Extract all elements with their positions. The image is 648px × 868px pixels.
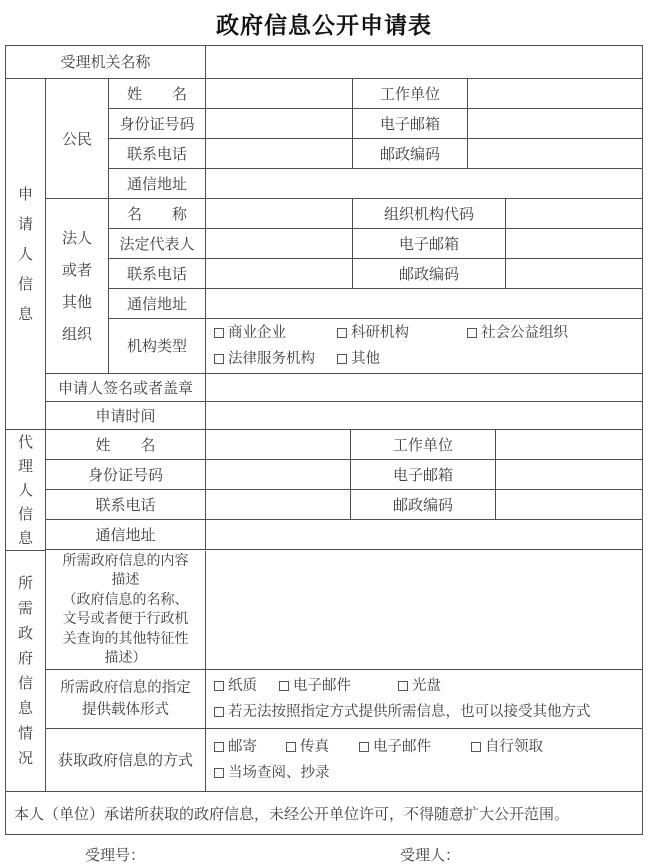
organization-group-label-cell (46, 199, 109, 374)
checkbox-icon[interactable] (214, 707, 224, 717)
pledge-text: 本人（单位）承诺所获取的政府信息，未经公开单位许可，不得随意扩大公开范围。 (14, 804, 570, 823)
field-label-cell: 身份证号码 (109, 109, 206, 139)
table-row (109, 289, 642, 319)
checkbox-option[interactable] (337, 346, 380, 372)
page-title: 政府信息公开申请表 (216, 13, 432, 39)
table-row (109, 199, 642, 229)
field-label-cell: 名 称 (109, 199, 206, 229)
checkbox-icon[interactable] (471, 742, 481, 752)
obtain-method-label: 获取政府信息的方式 (46, 729, 206, 792)
field-label-cell: 邮政编码 (353, 259, 506, 289)
info-request-section-label: 所需政府信息情况 (17, 574, 33, 767)
accepting-authority-value-cell[interactable] (206, 46, 642, 79)
obtain-method-row (46, 729, 642, 792)
field-label-cell: 联系电话 (109, 259, 206, 289)
table-row (109, 109, 642, 139)
table-row (109, 229, 642, 259)
medium-options-line1 (214, 673, 441, 699)
field-value-cell[interactable] (206, 139, 353, 169)
table-row (109, 259, 642, 289)
checkbox-icon[interactable] (214, 742, 224, 752)
field-value-cell[interactable] (206, 199, 353, 229)
checkbox-option-label: 若无法按照指定方式提供所需信息，也可以接受其他方式 (228, 704, 591, 720)
checkbox-option-label: 邮寄 (228, 739, 257, 755)
checkbox-option-label: 社会公益组织 (481, 325, 568, 341)
checkbox-option[interactable] (471, 734, 543, 760)
checkbox-option[interactable] (359, 734, 471, 760)
field-value-cell[interactable] (206, 430, 351, 460)
checkbox-icon[interactable] (214, 681, 224, 691)
info-request-section-label-cell (6, 551, 46, 792)
field-label-cell: 组织机构代码 (353, 199, 506, 229)
field-value-cell[interactable] (206, 520, 642, 550)
field-value-cell[interactable] (206, 259, 353, 289)
obtain-options-line2 (214, 760, 330, 786)
field-value-cell[interactable] (206, 289, 642, 319)
application-date-label: 申请时间 (46, 402, 206, 430)
field-label-cell: 姓 名 (46, 430, 206, 460)
checkbox-icon[interactable] (359, 742, 369, 752)
checkbox-option[interactable] (214, 760, 330, 786)
form-footer (0, 844, 648, 864)
org-type-row (109, 319, 642, 374)
checkbox-icon[interactable] (214, 328, 224, 338)
field-label-cell: 姓 名 (109, 79, 206, 109)
field-label-cell: 法定代表人 (109, 229, 206, 259)
applicant-section-label: 申请人信息 (17, 185, 33, 323)
field-value-cell[interactable] (468, 79, 642, 109)
obtain-options-line1 (214, 734, 543, 760)
applicant-section-label-cell (6, 79, 46, 430)
field-value-cell[interactable] (206, 79, 353, 109)
medium-options-cell (206, 670, 642, 729)
checkbox-icon[interactable] (337, 328, 347, 338)
field-value-cell[interactable] (496, 460, 642, 490)
field-value-cell[interactable] (206, 490, 351, 520)
agent-section-label: 代理人信息 (17, 433, 33, 547)
organization-group-label: 法人或者其他组织 (61, 229, 92, 343)
info-description-label: 所需政府信息的内容 描述 （政府信息的名称、 文号或者便于行政机 关查询的其他特征性 描述） (46, 551, 206, 670)
medium-label: 所需政府信息的指定 提供载体形式 (46, 670, 206, 729)
checkbox-option[interactable] (467, 320, 568, 346)
field-label-cell: 身份证号码 (46, 460, 206, 490)
application-date-value-cell[interactable] (206, 402, 642, 430)
medium-row (46, 670, 642, 729)
table-row (109, 139, 642, 169)
citizen-group (46, 79, 642, 199)
organization-group (46, 199, 642, 374)
field-label-cell: 工作单位 (353, 79, 468, 109)
signature-label: 申请人签名或者盖章 (46, 374, 206, 402)
checkbox-option[interactable] (214, 673, 279, 699)
acceptor-label: 受理人： (400, 846, 461, 864)
agent-section (6, 430, 642, 551)
info-request-section (6, 551, 642, 792)
checkbox-option-label: 自行领取 (485, 739, 543, 755)
info-description-value-cell[interactable] (206, 551, 642, 670)
acceptance-number-label: 受理号： (85, 846, 146, 864)
citizen-group-label: 公民 (61, 130, 92, 148)
field-label-cell: 通信地址 (109, 289, 206, 319)
checkbox-option[interactable] (398, 673, 441, 699)
medium-options-line2 (214, 699, 591, 725)
field-label-cell: 电子邮箱 (353, 229, 506, 259)
checkbox-option-label: 传真 (300, 739, 329, 755)
checkbox-option[interactable] (214, 734, 286, 760)
field-label-cell: 电子邮箱 (351, 460, 496, 490)
field-label-cell: 通信地址 (109, 169, 206, 199)
checkbox-icon[interactable] (467, 328, 477, 338)
field-value-cell[interactable] (506, 199, 642, 229)
checkbox-option[interactable] (337, 320, 467, 346)
checkbox-icon[interactable] (337, 354, 347, 364)
pledge-row (6, 792, 642, 834)
citizen-group-label-cell (46, 79, 109, 199)
table-row (46, 490, 642, 520)
org-type-label: 机构类型 (109, 319, 206, 374)
checkbox-option-label: 光盘 (412, 678, 441, 694)
applicant-section (6, 79, 642, 430)
field-label-cell: 联系电话 (109, 139, 206, 169)
checkbox-icon[interactable] (286, 742, 296, 752)
table-row (46, 430, 642, 460)
checkbox-option-label: 法律服务机构 (228, 351, 315, 367)
org-type-options-line2 (214, 346, 380, 372)
checkbox-option-label: 电子邮件 (373, 739, 431, 755)
checkbox-icon[interactable] (214, 768, 224, 778)
checkbox-option[interactable] (286, 734, 359, 760)
info-description-row (46, 551, 642, 670)
table-row (109, 169, 642, 199)
field-label-cell: 工作单位 (351, 430, 496, 460)
field-value-cell[interactable] (468, 109, 642, 139)
checkbox-option-label: 商业企业 (228, 325, 286, 341)
field-label-cell: 邮政编码 (351, 490, 496, 520)
field-label-cell: 通信地址 (46, 520, 206, 550)
field-value-cell[interactable] (496, 430, 642, 460)
checkbox-option-label: 当场查阅、抄录 (228, 765, 330, 781)
checkbox-option-label: 电子邮件 (293, 678, 351, 694)
checkbox-icon[interactable] (214, 354, 224, 364)
field-label-cell: 邮政编码 (353, 139, 468, 169)
field-value-cell[interactable] (468, 139, 642, 169)
signature-value-cell[interactable] (206, 374, 642, 402)
field-label-cell: 电子邮箱 (353, 109, 468, 139)
checkbox-option[interactable] (214, 346, 337, 372)
obtain-method-options-cell (206, 729, 642, 792)
field-value-cell[interactable] (506, 229, 642, 259)
checkbox-option[interactable] (214, 699, 591, 725)
field-label-cell: 联系电话 (46, 490, 206, 520)
checkbox-option-label: 其他 (351, 351, 380, 367)
table-row (46, 460, 642, 490)
field-value-cell[interactable] (206, 169, 642, 199)
field-value-cell[interactable] (496, 490, 642, 520)
field-value-cell[interactable] (206, 229, 353, 259)
agent-section-label-cell (6, 430, 46, 551)
accepting-authority-row (6, 46, 642, 79)
application-date-row (46, 402, 642, 430)
field-value-cell[interactable] (506, 259, 642, 289)
signature-row (46, 374, 642, 402)
accepting-authority-label: 受理机关名称 (6, 46, 206, 79)
checkbox-option-label: 科研机构 (351, 325, 409, 341)
table-row (109, 79, 642, 109)
checkbox-icon[interactable] (279, 681, 289, 691)
checkbox-icon[interactable] (398, 681, 408, 691)
field-value-cell[interactable] (206, 109, 353, 139)
application-form-table (5, 45, 643, 835)
field-value-cell[interactable] (206, 460, 351, 490)
org-type-options-line1 (214, 320, 568, 346)
checkbox-option-label: 纸质 (228, 678, 257, 694)
checkbox-option[interactable] (279, 673, 398, 699)
table-row (46, 520, 642, 550)
org-type-options-cell (206, 319, 642, 374)
checkbox-option[interactable] (214, 320, 337, 346)
